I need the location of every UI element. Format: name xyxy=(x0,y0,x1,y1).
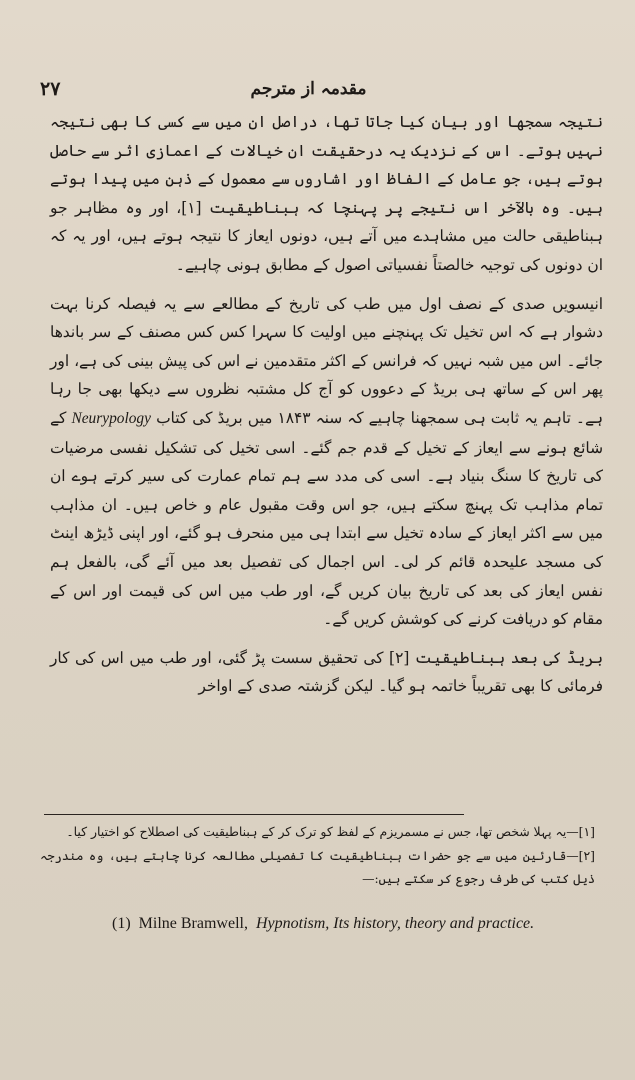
footnotes xyxy=(40,820,595,891)
page-header xyxy=(40,78,577,104)
reference-title: Hypnotism, Its history, theory and practice. xyxy=(255,915,535,932)
reference-author: Milne Bramwell, xyxy=(138,915,248,932)
running-head: مقدمہ از مترجم xyxy=(250,79,367,99)
reference-entry xyxy=(112,912,607,936)
footnote-2: [۲]—قارئین میں سے جو حضرات ہبناطیقیت کا تفصیلی مطالعہ کرنا چاہتے ہیں، وہ مندرجہ ذیل کتب کی طرف رجوع کر سکتے ہیں:— xyxy=(40,847,595,886)
book-title-latin: Neurypology xyxy=(71,409,151,427)
main-text xyxy=(50,108,603,701)
footnote-divider xyxy=(44,814,464,815)
paragraph: انیسویں صدی کے نصف اول میں طب کی تاریخ کے مطالعے سے یہ فیصلہ کرنا بہت دشوار ہے کہ اس تخیل تک پہنچنے میں اولیت کا سہرا کس کس مصنف کے سر باندھا جائے۔ اس میں شبہ نہیں کہ فرانس کے اکثر متقدمین نے اس کی پیش بینی کی ہے، اور پھر اس کے ساتھ ہی بریڈ کے دعووں کو آج کل مشتبہ نظروں سے دیکھا بھی جا رہا ہے۔ تاہم یہ ثابت ہی سمجھنا چاہیے کہ سنہ ۱۸۴۳ میں بریڈ کی کتاب Neurypology کے شائع ہونے سے ایعاز کے تخیل کے قدم جم گئے۔ اسی تخیل کی تشکیل نفسی مرضیات کی تاریخ کا سنگ بنیاد ہے۔ اسی کی مدد سے ہم تمام عمارت کی سیر کرتے ہوے ان تمام مذاہب تک پہنچ سکتے ہیں، جو اس وقت مقبول عام و خاص ہیں۔ ان مذاہب میں سے اکثر ایعاز کے سادہ تخیل سے ابتدا ہی میں منحرف ہو گئے، اور اپنی ڈیڑھ اینٹ کی مسجد علیحدہ قائم کر لی۔ اس اجمال کی تفصیل بعد میں آئے گی، بالفعل ہم نفس ایعاز کی بعد کی تاریخ بیان کریں گے، اور طب میں اس کی قیمت اور اس کے مقام کو دریافت کرنے کی کوشش کریں گے۔ xyxy=(50,294,603,629)
paragraph: نتیجہ سمجھا اور بیان کیا جاتا تھا، دراصل ان میں سے کسی کا بھی نتیجہ نہیں ہوتے۔ اس کے نزدیک یہ درحقیقت ان خیالات کے اعمازی اثر سے حاصل ہوتے ہیں، جو عامل کے الفاظ اور اشاروں سے معمول کے ذہن میں پیدا ہوتے ہیں۔ وہ بالآخر اس نتیجے پر پہنچا کہ ہبناطیقیت [۱]، اور وہ مظاہر جو ہبناطیقی حالت میں مشاہدے میں آتے ہیں، دونوں ایعاز کا نتیجہ ہوتے ہیں، اور یہ کہ ان دونوں کی توجیہ خالصتاً نفسیاتی اصول کے مطابق ہونی چاہیے۔ xyxy=(50,113,603,274)
page-number: ۲۷ xyxy=(40,78,61,100)
reference-number: (1) xyxy=(112,915,131,932)
paragraph: بریڈ کی بعد ہبناطیقیت [۲] کی تحقیق سست پڑ گئی، اور طب میں اس کی کار فرمائی کا بھی تقریباً خاتمہ ہو گیا۔ لیکن گزشتہ صدی کے اواخر xyxy=(50,648,603,696)
footnote-1: [۱]—یہ پہلا شخص تھا، جس نے مسمریزم کے لفظ کو ترک کر کے ہبناطیقیت کی اصطلاح کو اختیار کیا۔ xyxy=(66,824,595,839)
